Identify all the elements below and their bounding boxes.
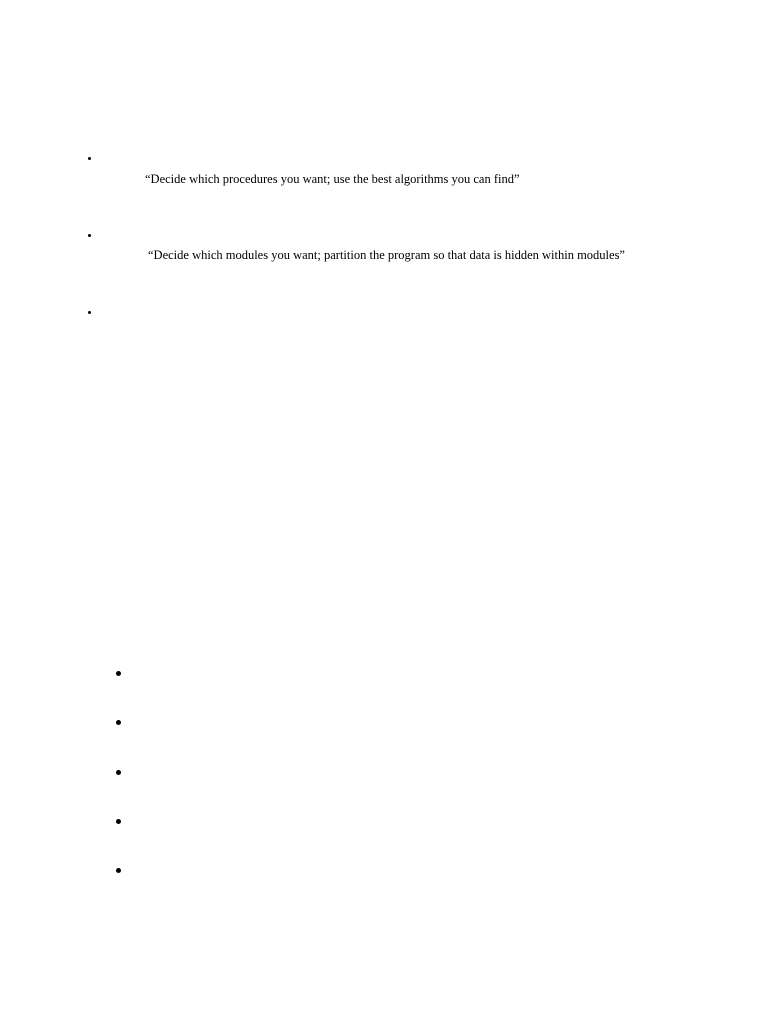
- bullet-3: [88, 311, 91, 314]
- bottom-bullet-3: [116, 770, 121, 775]
- quote-procedural-programming: “Decide which procedures you want; use the best algorithms you can find”: [145, 172, 520, 186]
- bottom-bullet-5: [116, 868, 121, 873]
- bottom-bullet-1: [116, 671, 121, 676]
- bottom-bullet-4: [116, 819, 121, 824]
- quote-modular-programming: “Decide which modules you want; partition the program so that data is hidden within modules”: [148, 248, 625, 262]
- bullet-2: [88, 234, 91, 237]
- bottom-bullet-2: [116, 720, 121, 725]
- bullet-1: [88, 157, 91, 160]
